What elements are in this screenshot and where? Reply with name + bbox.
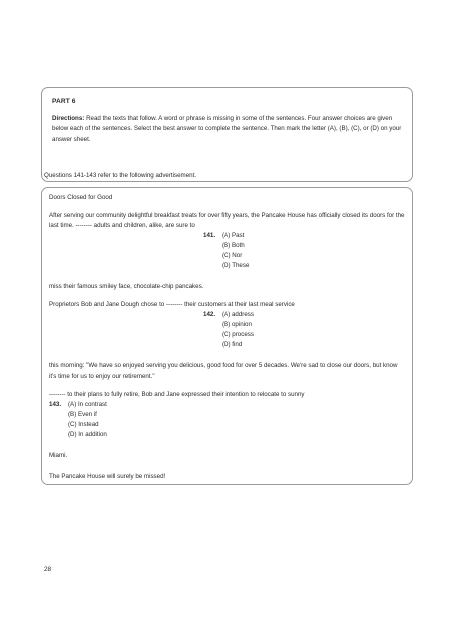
question-141: [203, 231, 405, 271]
passage-paragraph-5: -------- to their plans to fully retire, Bob and Jane expressed their intention to relocate to sunny: [49, 390, 305, 398]
passage-paragraph-4: this morning: "We have so enjoyed serving you delicious, good food for over 5 decades. We're sad to close our doors, but know it's time for us to enjoy our retirement.": [49, 362, 398, 380]
option-b[interactable]: (B) Both: [222, 242, 245, 250]
page-number: 28: [44, 566, 52, 573]
question-number: 141.: [203, 232, 216, 240]
option-d[interactable]: (D) find: [222, 341, 243, 349]
passage-paragraph-3: Proprietors Bob and Jane Dough chose to -------- their customers at their last meal service: [49, 301, 295, 309]
option-a[interactable]: (A) In contrast: [68, 400, 107, 408]
question-142: [203, 310, 405, 350]
directions-label: Directions:: [52, 115, 85, 122]
option-c[interactable]: (C) Instead: [68, 420, 99, 428]
passage-paragraph-1: After serving our community delightful breakfast treats for over fifty years, the Pancake House has officially closed its doors for the last time. -------- adults and children, alike, are sure to: [49, 212, 405, 230]
passage-paragraph-6: Miami.: [49, 451, 68, 459]
option-d[interactable]: (D) These: [222, 262, 250, 270]
question-number: 143.: [49, 400, 62, 408]
option-c[interactable]: (C) Nor: [222, 252, 243, 260]
part-title: PART 6: [52, 98, 76, 105]
option-b[interactable]: (B) opinion: [222, 321, 252, 329]
option-b[interactable]: (B) Even if: [68, 410, 97, 418]
questions-intro: Questions 141-143 refer to the following advertisement.: [44, 172, 197, 179]
passage-paragraph-2: miss their famous smiley face, chocolate-chip pancakes.: [49, 283, 204, 291]
passage-box: [41, 187, 413, 485]
option-d[interactable]: (D) In addition: [68, 430, 107, 438]
passage-heading: Doors Closed for Good: [49, 194, 113, 201]
option-a[interactable]: (A) address: [222, 311, 254, 319]
passage-paragraph-7: The Pancake House will surely be missed!: [49, 472, 166, 480]
directions-body: Read the texts that follow. A word or phrase is missing in some of the sentences. Four answer choices are given below each of the sentences. Select the best answer to complete the sentence. Then mark the letter (A), (B), (C), or (D) on your answer sheet.: [52, 115, 402, 143]
option-c[interactable]: (C) process: [222, 331, 254, 339]
question-143: [49, 400, 405, 440]
directions-text: [52, 114, 402, 145]
directions-box: [41, 87, 413, 182]
option-a[interactable]: (A) Past: [222, 232, 245, 240]
question-number: 142.: [203, 311, 216, 319]
